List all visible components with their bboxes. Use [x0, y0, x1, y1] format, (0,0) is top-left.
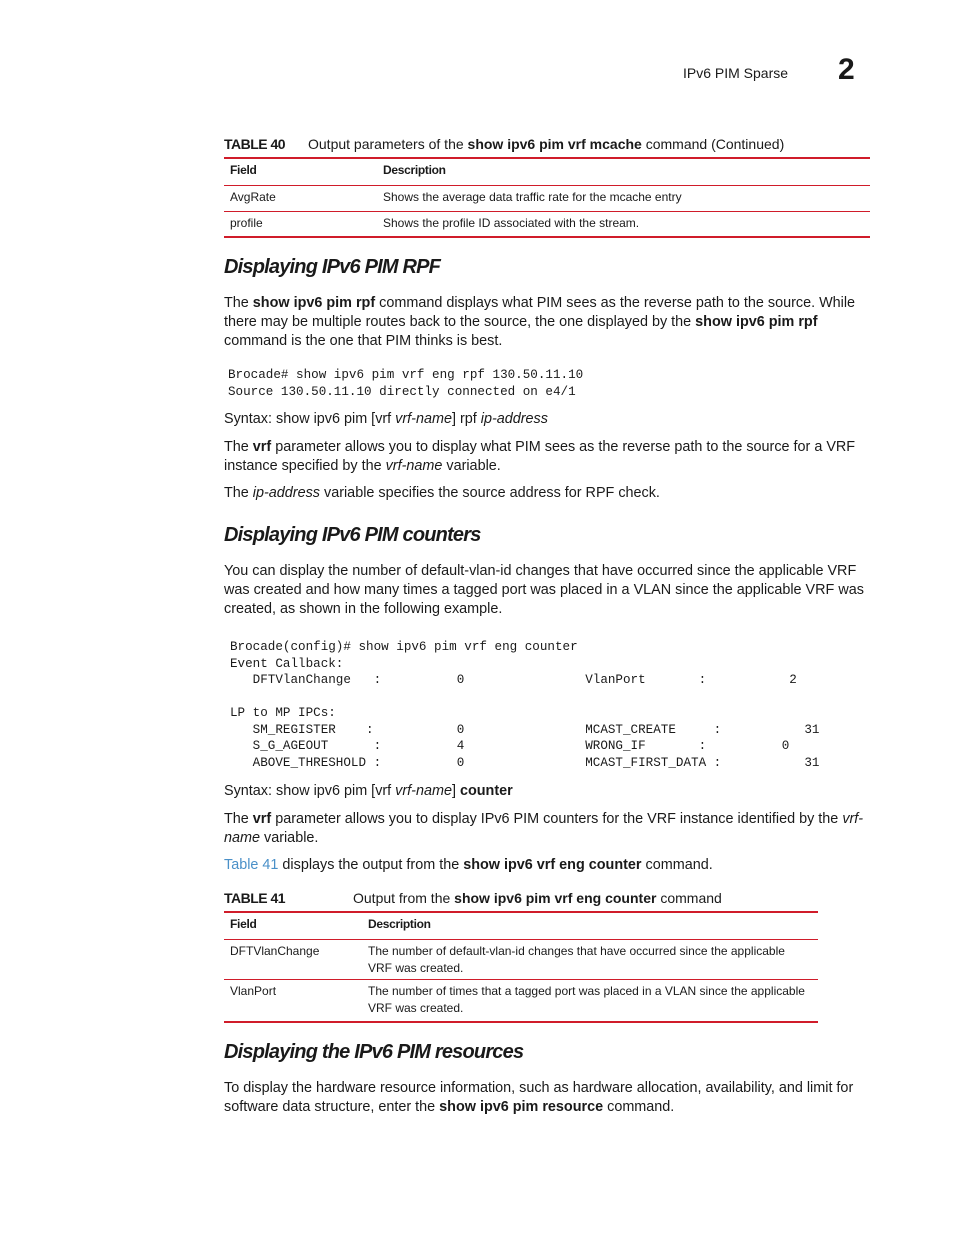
- bracket: [: [367, 783, 376, 799]
- syntax-variable: vrf-name: [391, 411, 452, 427]
- section-heading-resources: Displaying the IPv6 PIM resources: [224, 1041, 524, 1063]
- cell-description: The number of default-vlan-id changes that have occurred since the applicable VRF was created.: [362, 940, 818, 980]
- rpf-paragraph-2: [224, 438, 874, 476]
- cell-description: Shows the average data traffic rate for the mcache entry: [377, 186, 870, 212]
- keyword: vrf: [252, 811, 272, 827]
- section-heading-rpf: Displaying IPv6 PIM RPF: [224, 256, 441, 278]
- text: variable.: [442, 458, 501, 474]
- table-row: [224, 980, 818, 1023]
- command-text: show ipv6 vrf eng counter: [463, 857, 642, 873]
- table-row: [224, 186, 870, 212]
- syntax-variable: ip-address: [476, 411, 548, 427]
- syntax-keyword: rpf: [459, 411, 477, 427]
- table-caption-text: [353, 890, 722, 906]
- table-40: [224, 157, 870, 238]
- bracket: [: [367, 411, 376, 427]
- rpf-paragraph-1: [224, 294, 874, 351]
- text: parameter allows you to display what PIM sees as the reverse path to the source for a VRF instance specified by the: [224, 439, 856, 474]
- syntax-variable: vrf-name: [391, 783, 452, 799]
- syntax-command: show ipv6 pim: [276, 411, 368, 427]
- caption-text: Output parameters of the: [308, 136, 468, 152]
- rpf-paragraph-3: [224, 484, 874, 503]
- bracket: ]: [451, 411, 460, 427]
- text: The: [224, 439, 253, 455]
- cell-description: The number of times that a tagged port was placed in a VLAN since the applicable VRF was created.: [362, 980, 818, 1023]
- text: command.: [603, 1099, 675, 1115]
- variable: vrf-name: [385, 458, 443, 474]
- table-row: [224, 212, 870, 238]
- counters-paragraph-2: [224, 810, 874, 848]
- caption-text: command: [656, 890, 722, 906]
- text: command.: [641, 857, 713, 873]
- text: The: [224, 295, 253, 311]
- resources-paragraph-1: [224, 1079, 874, 1117]
- variable: vrf-name: [224, 811, 864, 846]
- column-header-description: Description: [362, 912, 818, 940]
- table-40-caption: [224, 136, 785, 152]
- cell-field: DFTVlanChange: [224, 940, 362, 980]
- section-heading-counters: Displaying IPv6 PIM counters: [224, 524, 481, 546]
- text: variable.: [260, 830, 319, 846]
- table-header-row: [224, 158, 870, 186]
- counters-paragraph-1: You can display the number of default-vlan-id changes that have occurred since the applicable VRF was created and how many times a tagged port was placed in a VLAN since the applicable VRF was created, as shown in the following example.: [224, 563, 864, 617]
- command-text: show ipv6 pim resource: [439, 1099, 604, 1115]
- caption-command: show ipv6 pim vrf eng counter: [454, 890, 657, 906]
- table-number: TABLE 41: [224, 890, 286, 906]
- table-41-link[interactable]: Table 41: [224, 857, 279, 873]
- rpf-syntax: [224, 410, 874, 429]
- cell-field: profile: [224, 212, 377, 238]
- caption-command: show ipv6 pim vrf mcache: [467, 136, 642, 152]
- running-header-section: IPv6 PIM Sparse: [683, 65, 789, 81]
- syntax-keyword: vrf: [375, 411, 392, 427]
- table-caption-text: [308, 136, 784, 152]
- chapter-number: 2: [838, 53, 855, 86]
- table-41-caption: [224, 890, 722, 906]
- text: parameter allows you to display IPv6 PIM counters for the VRF instance identified by the: [271, 811, 843, 827]
- counters-code-example: Brocade(config)# show ipv6 pim vrf eng counter Event Callback: DFTVlanChange : 0 VlanPort : 2 LP to MP IPCs: SM_REGISTER : 0 MCAST_CREATE : 31 S_G_AGEOUT : 4 WRONG_IF : 0 ABOVE_THRESHOLD : 0 MCAST_FIRST_DATA : 31: [230, 640, 820, 770]
- bracket: ]: [451, 783, 460, 799]
- text: To display the hardware resource information, such as hardware allocation, availability, and limit for software data structure, enter the: [224, 1080, 854, 1115]
- table-number: TABLE 40: [224, 136, 286, 152]
- cell-description: Shows the profile ID associated with the stream.: [377, 212, 870, 238]
- column-header-description: Description: [377, 158, 870, 186]
- column-header-field: Field: [224, 158, 377, 186]
- counters-paragraph-3: [224, 856, 874, 875]
- text: displays the output from the: [278, 857, 464, 873]
- rpf-code-example: Brocade# show ipv6 pim vrf eng rpf 130.50.11.10 Source 130.50.11.10 directly connected on e4/1: [228, 368, 584, 399]
- syntax-label: Syntax:: [224, 783, 276, 799]
- syntax-command: show ipv6 pim: [276, 783, 368, 799]
- syntax-keyword: counter: [459, 783, 513, 799]
- table-row: [224, 940, 818, 980]
- table-header-row: [224, 912, 818, 940]
- text: variable specifies the source address for RPF check.: [320, 485, 660, 501]
- counters-syntax: [224, 782, 874, 801]
- command-text: show ipv6 pim rpf: [252, 295, 376, 311]
- text: The: [224, 485, 253, 501]
- syntax-label: Syntax:: [224, 411, 276, 427]
- caption-text: Output from the: [353, 890, 455, 906]
- cell-field: VlanPort: [224, 980, 362, 1023]
- text: command is the one that PIM thinks is best.: [224, 333, 503, 349]
- text: The: [224, 811, 253, 827]
- command-text: show ipv6 pim rpf: [695, 314, 818, 330]
- variable: ip-address: [252, 485, 320, 501]
- table-41: [224, 911, 818, 1023]
- syntax-keyword: vrf: [375, 783, 392, 799]
- keyword: vrf: [252, 439, 272, 455]
- caption-text: command (Continued): [641, 136, 785, 152]
- cell-field: AvgRate: [224, 186, 377, 212]
- text: command displays what PIM sees as the reverse path to the source. While there may be multiple routes back to the source, the one displayed by the: [224, 295, 856, 330]
- column-header-field: Field: [224, 912, 362, 940]
